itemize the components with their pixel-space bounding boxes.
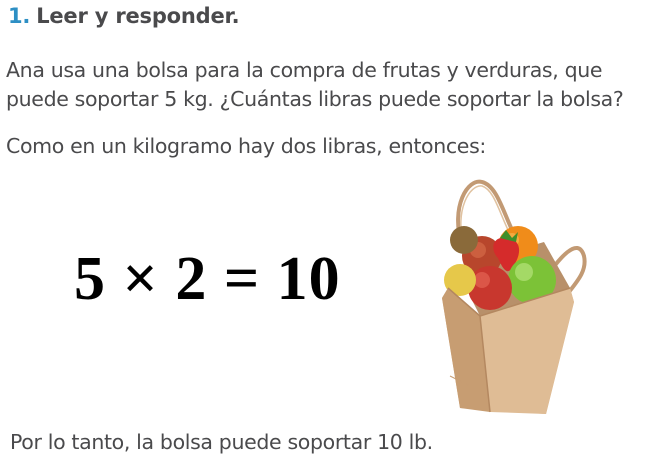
exercise-number: 1. [8, 4, 31, 28]
grocery-bag-illustration [420, 176, 600, 421]
exercise-heading [8, 4, 239, 28]
problem-statement [6, 56, 623, 114]
apple-red-2 [468, 266, 512, 310]
equation: 5 × 2 = 10 [74, 245, 341, 313]
explanation-text: Como en un kilogramo hay dos libras, entonces: [6, 134, 486, 158]
problem-line-2: puede soportar 5 kg. ¿Cuántas libras puede soportar la bolsa? [6, 87, 624, 111]
problem-line-1: Ana usa una bolsa para la compra de frutas y verduras, que [6, 58, 603, 82]
exercise-title: Leer y responder. [36, 4, 240, 28]
conclusion-text: Por lo tanto, la bolsa puede soportar 10 lb. [10, 430, 433, 454]
kiwi [450, 226, 478, 254]
